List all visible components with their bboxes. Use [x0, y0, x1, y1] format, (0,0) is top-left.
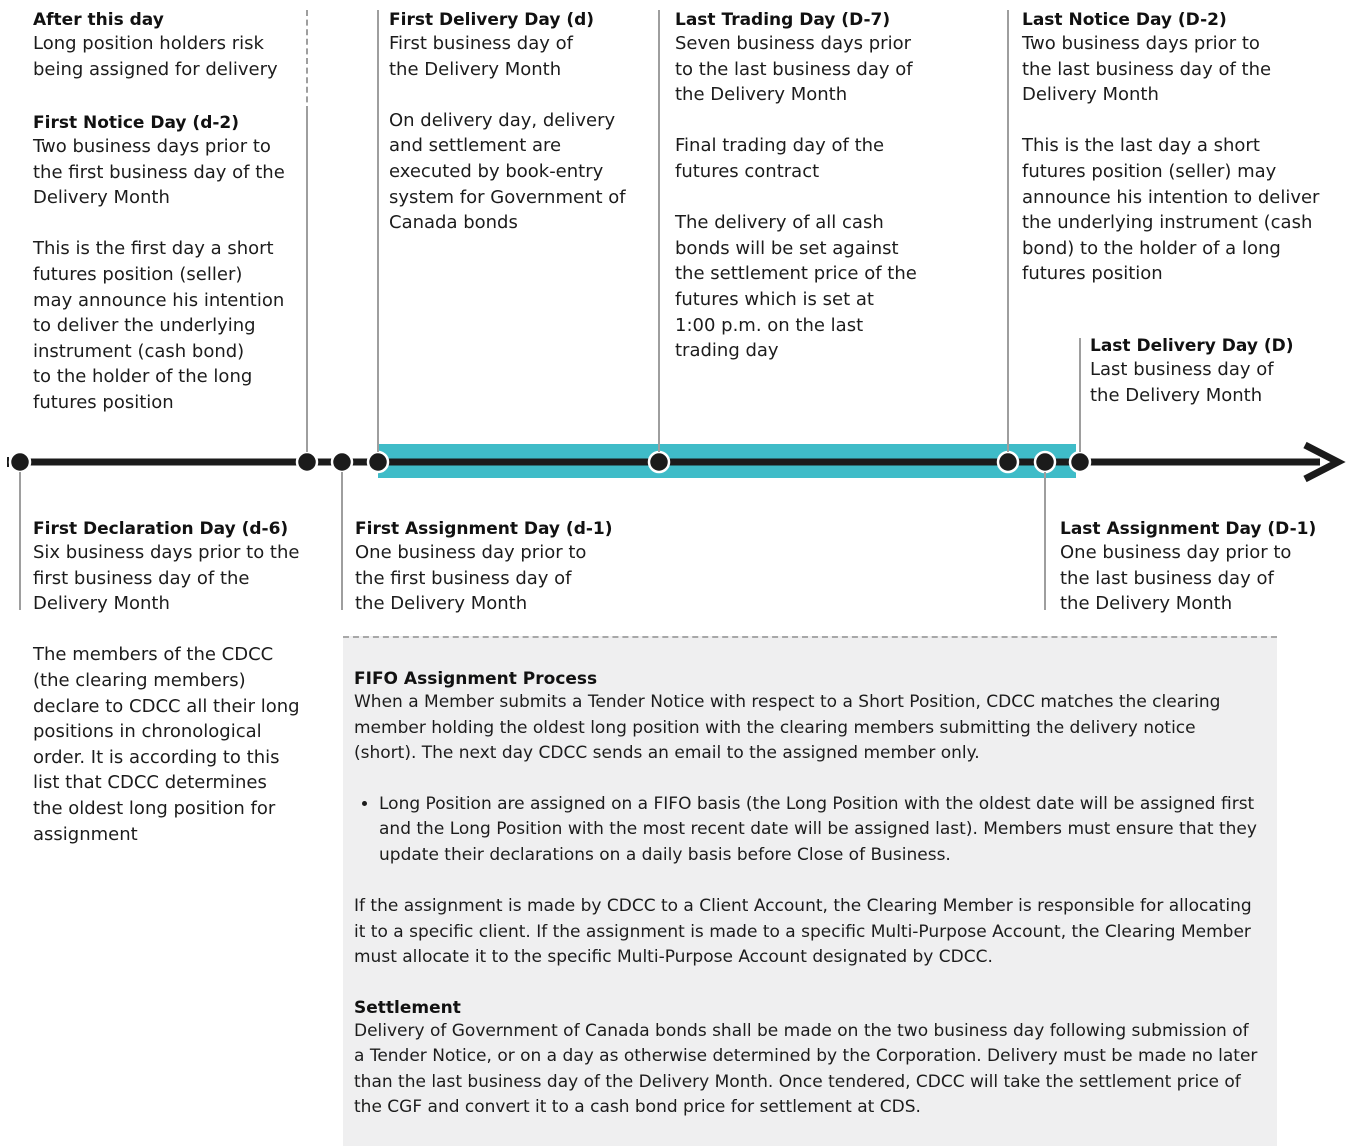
- event-title: Last Trading Day (D-7): [675, 10, 891, 30]
- client-account-text: If the assignment is made by CDCC to a Client Account, the Clearing Member is responsible for allocating it to a specific client. If the assignment is made to a specific Multi-Purpose Account, the Clearing Member must allocate it to the specific Multi-Purpose Account designated by CDCC.: [354, 896, 1252, 968]
- connector-last-trading-day: [658, 10, 660, 452]
- event-description: Long position holders risk being assigned for delivery: [33, 33, 278, 80]
- connector-last-notice-day: [1007, 10, 1009, 452]
- marker-first-notice-day: [297, 452, 317, 472]
- settlement-text: Delivery of Government of Canada bonds shall be made on the two business day following submission of a Tender Notice, or on a day as otherwise determined by the Corporation. Delivery must be made no later than the last business day of the Delivery Month. Once tendered, CDCC will take the settlement price of the CGF and convert it to a cash bond price for settlement at CDS.: [354, 1020, 1258, 1118]
- info-panel: [343, 636, 1277, 1146]
- event-first-delivery-day: [389, 9, 649, 236]
- marker-last-assignment-day: [1035, 452, 1055, 472]
- info-panel-content: [354, 668, 1259, 1121]
- event-title: Last Delivery Day (D): [1090, 336, 1294, 356]
- event-note: Final trading day of the futures contract: [675, 135, 885, 182]
- event-first-declaration-day: [33, 518, 333, 847]
- event-last-assignment-day: [1060, 518, 1345, 617]
- event-title: First Assignment Day (d-1): [355, 519, 613, 539]
- event-title: First Notice Day (d-2): [33, 113, 240, 133]
- event-title: First Delivery Day (d): [389, 10, 595, 30]
- event-first-assignment-day: [355, 518, 655, 617]
- event-description: One business day prior to the last business day of the Delivery Month: [1060, 542, 1292, 615]
- connector-last-delivery-day: [1079, 338, 1081, 452]
- event-last-trading-day: [675, 9, 965, 364]
- marker-first-declaration-day: [10, 452, 30, 472]
- connector-first-notice-day: [306, 112, 308, 452]
- connector-last-assignment-day: [1044, 472, 1046, 610]
- connector-first-declaration-day: [19, 472, 21, 610]
- settlement-title: Settlement: [354, 997, 461, 1018]
- event-after-this-day: [33, 9, 303, 82]
- event-title: Last Notice Day (D-2): [1022, 10, 1227, 30]
- event-note: On delivery day, delivery and settlement are executed by book-entry system for Government of Canada bonds: [389, 109, 626, 234]
- event-first-notice-day: [33, 112, 303, 416]
- event-note: The members of the CDCC (the clearing members) declare to CDCC all their long positions in chronological order. It is according to this list that CDCC determines the oldest long position for assignment: [33, 644, 300, 845]
- event-description: Six business days prior to the first business day of the Delivery Month: [33, 542, 300, 615]
- event-last-delivery-day: [1090, 335, 1345, 408]
- fifo-title: FIFO Assignment Process: [354, 669, 598, 689]
- connector-first-assignment-day: [341, 472, 343, 610]
- marker-first-delivery-day: [368, 452, 388, 472]
- event-description: Two business days prior to the last business day of the Delivery Month: [1022, 33, 1272, 106]
- event-note: This is the first day a short futures position (seller) may announce his intention to deliver the underlying instrument (cash bond) to the holder of the long futures position: [33, 238, 285, 413]
- fifo-bullet: • Long Position are assigned on a FIFO basis (the Long Position with the oldest date will be assigned first and the Long Position with the most recent date will be assigned last). Members must ensure that they update their declarations on a daily basis before Close of Business.: [379, 792, 1259, 869]
- marker-last-delivery-day: [1070, 452, 1090, 472]
- event-last-notice-day: [1022, 9, 1347, 287]
- marker-last-notice-day: [998, 452, 1018, 472]
- event-description: First business day of the Delivery Month: [389, 33, 573, 80]
- event-description: One business day prior to the first business day of the Delivery Month: [355, 542, 587, 615]
- event-title: First Declaration Day (d-6): [33, 519, 289, 539]
- connector-after-this-day: [306, 10, 308, 112]
- event-title: After this day: [33, 10, 164, 30]
- connector-first-delivery-day: [377, 10, 379, 452]
- event-note: This is the last day a short futures position (seller) may announce his intention to deliver the underlying instrument (cash bond) to the holder of a long futures position: [1022, 135, 1320, 285]
- fifo-text: When a Member submits a Tender Notice with respect to a Short Position, CDCC matches the clearing member holding the oldest long position with the clearing members submitting the delivery notice (short). The next day CDCC sends an email to the assigned member only.: [354, 692, 1221, 764]
- marker-last-trading-day: [649, 452, 669, 472]
- marker-first-assignment-day: [332, 452, 352, 472]
- event-title: Last Assignment Day (D-1): [1060, 519, 1317, 539]
- event-description: Two business days prior to the first business day of the Delivery Month: [33, 136, 285, 209]
- event-note-2: The delivery of all cash bonds will be set against the settlement price of the futures which is set at 1:00 p.m. on the last trading day: [675, 212, 917, 362]
- fifo-bullet-list: [354, 792, 1259, 869]
- event-description: Seven business days prior to the last business day of the Delivery Month: [675, 33, 913, 106]
- event-description: Last business day of the Delivery Month: [1090, 359, 1274, 406]
